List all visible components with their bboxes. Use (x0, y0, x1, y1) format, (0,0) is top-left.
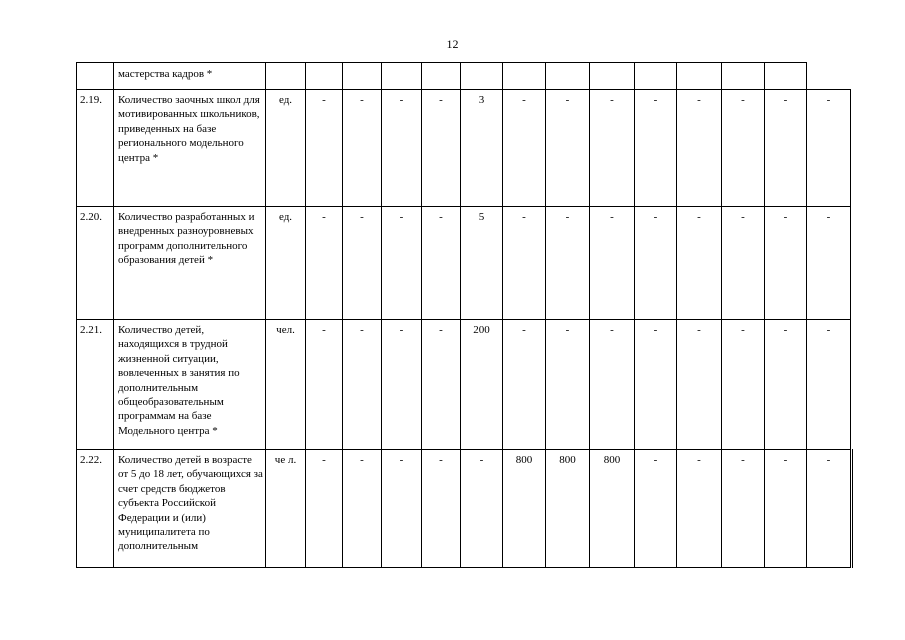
value-cell: - (422, 207, 461, 320)
row-number-cell: 2.22. (77, 450, 114, 568)
value-cell: - (807, 450, 851, 568)
indicators-table (76, 62, 851, 568)
value-cell (422, 63, 461, 90)
value-cell: - (590, 320, 635, 450)
value-cell: - (677, 90, 722, 207)
page-number: 12 (446, 37, 459, 51)
value-cell: 200 (461, 320, 503, 450)
value-cell: - (422, 320, 461, 450)
indicator-name-cell: Количество детей, находящихся в трудной жизненной ситуации, вовлеченных в занятия по дополнительным общеобразовательным программам на базе Модельного центра * (114, 320, 266, 450)
indicator-name-cell: Количество заочных школ для мотивированных школьников, приведенных на базе регионального модельного центра * (114, 90, 266, 207)
table-row-continuation (77, 63, 851, 90)
value-cell: - (382, 90, 422, 207)
value-cell: 3 (461, 90, 503, 207)
value-cell (343, 63, 382, 90)
value-cell: 800 (590, 450, 635, 568)
value-cell: - (546, 207, 590, 320)
value-cell: - (677, 320, 722, 450)
unit-cell: ед. (266, 90, 306, 207)
value-cell (546, 63, 590, 90)
value-cell (590, 63, 635, 90)
unit-cell (266, 63, 306, 90)
row-number-cell: 2.19. (77, 90, 114, 207)
value-cell (765, 63, 807, 90)
value-cell (677, 63, 722, 90)
value-cell: - (382, 450, 422, 568)
value-cell (635, 63, 677, 90)
row-number-cell (77, 63, 114, 90)
value-cell: - (677, 450, 722, 568)
value-cell: - (422, 90, 461, 207)
row-number-cell: 2.21. (77, 320, 114, 450)
value-cell: 800 (503, 450, 546, 568)
value-cell: - (765, 450, 807, 568)
value-cell: 800 (546, 450, 590, 568)
value-cell: - (343, 90, 382, 207)
value-cell: - (635, 320, 677, 450)
value-cell: 5 (461, 207, 503, 320)
value-cell: - (461, 450, 503, 568)
value-cell: - (722, 450, 765, 568)
value-cell (306, 63, 343, 90)
value-cell: - (765, 320, 807, 450)
value-cell: - (635, 90, 677, 207)
value-cell: - (422, 450, 461, 568)
indicator-name-cell: Количество разработанных и внедренных разноуровневых программ дополнительного образования детей * (114, 207, 266, 320)
value-cell: - (503, 207, 546, 320)
value-cell: - (306, 320, 343, 450)
unit-cell: че л. (266, 450, 306, 568)
value-cell: - (590, 90, 635, 207)
value-cell: - (306, 450, 343, 568)
value-cell: - (635, 207, 677, 320)
row-number-cell: 2.20. (77, 207, 114, 320)
value-cell: - (765, 207, 807, 320)
value-cell: - (807, 207, 851, 320)
unit-cell: ед. (266, 207, 306, 320)
value-cell: - (343, 320, 382, 450)
value-cell: - (590, 207, 635, 320)
value-cell: - (343, 450, 382, 568)
row-2-22-right-border (852, 449, 853, 568)
value-cell: - (635, 450, 677, 568)
value-cell: - (765, 90, 807, 207)
value-cell: - (503, 90, 546, 207)
value-cell (503, 63, 546, 90)
value-cell: - (807, 90, 851, 207)
value-cell (382, 63, 422, 90)
value-cell: - (306, 207, 343, 320)
table-row (77, 450, 851, 568)
indicator-name-cell: мастерства кадров * (114, 63, 266, 90)
value-cell: - (306, 90, 343, 207)
value-cell: - (343, 207, 382, 320)
value-cell: - (807, 320, 851, 450)
value-cell: - (382, 207, 422, 320)
table-row (77, 90, 851, 207)
table-row (77, 320, 851, 450)
unit-cell: чел. (266, 320, 306, 450)
value-cell: - (382, 320, 422, 450)
value-cell: - (503, 320, 546, 450)
value-cell: - (722, 320, 765, 450)
table-row (77, 207, 851, 320)
value-cell: - (546, 320, 590, 450)
value-cell (461, 63, 503, 90)
value-cell: - (546, 90, 590, 207)
indicator-name-cell: Количество детей в возрасте от 5 до 18 лет, обучающихся за счет средств бюджетов субъекта Российской Федерации и (или) муниципалитета по дополнительным (114, 450, 266, 568)
value-cell: - (677, 207, 722, 320)
value-cell (722, 63, 765, 90)
value-cell: - (722, 207, 765, 320)
value-cell: - (722, 90, 765, 207)
